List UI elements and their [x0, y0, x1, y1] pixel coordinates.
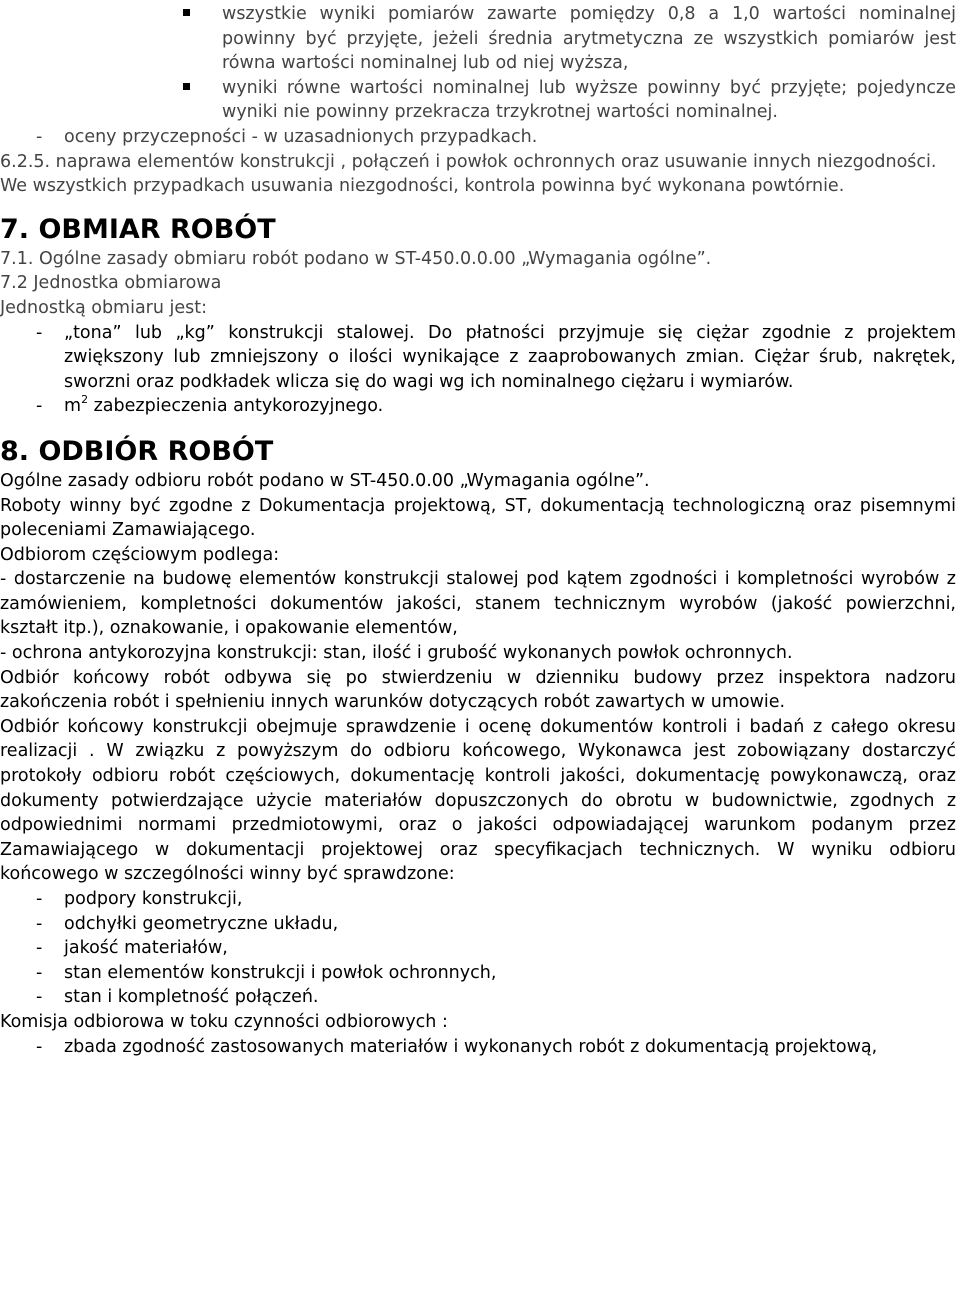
dash-marker: -	[36, 913, 43, 934]
dash-item	[0, 125, 956, 150]
list-item	[0, 961, 956, 986]
dash-marker: -	[36, 322, 43, 343]
list-item	[0, 936, 956, 961]
paragraph-6-2-5: 6.2.5. naprawa elementów konstrukcji , połączeń i powłok ochronnych oraz usuwanie innych niezgodności.	[0, 151, 937, 172]
list-item	[0, 912, 956, 937]
paragraph-7-2b: Jednostką obmiaru jest:	[0, 297, 208, 318]
list-item	[0, 887, 956, 912]
section-heading-8: 8. ODBIÓR ROBÓT	[0, 435, 274, 467]
paragraph: Ogólne zasady odbioru robót podano w ST-450.0.00 „Wymagania ogólne”.	[0, 470, 650, 491]
bullet-item	[0, 76, 956, 125]
dash-text: „tona” lub „kg” konstrukcji stalowej. Do płatności przyjmuje się ciężar zgodnie z projektem zwiększony lub zmniejszony o ilości wynikające z zaaprobowanych zmian. Ciężar śrub, nakrętek, sworzni oraz podkładek wlicza się do wagi wg ich nominalnego ciężaru i wymiarów.	[64, 322, 956, 392]
paragraph: Roboty winny być zgodne z Dokumentacja projektową, ST, dokumentacją technologiczną oraz pisemnymi poleceniami Zamawiającego.	[0, 495, 956, 541]
section-heading-7: 7. OBMIAR ROBÓT	[0, 213, 276, 245]
list-item	[0, 985, 956, 1010]
unit-text: zabezpieczenia antykorozyjnego.	[88, 396, 384, 417]
paragraph: Odbiorom częściowym podlega:	[0, 544, 280, 565]
dash-text: oceny przyczepności - w uzasadnionych przypadkach.	[64, 126, 538, 147]
bullet-item	[0, 2, 956, 76]
paragraph: Komisja odbiorowa w toku czynności odbiorowych :	[0, 1011, 448, 1032]
dash-item	[0, 321, 956, 395]
square-bullet-icon	[183, 9, 190, 16]
paragraph: Odbiór końcowy konstrukcji obejmuje sprawdzenie i ocenę dokumentów kontroli i badań z całego okresu realizacji . W związku z powyższym do odbioru końcowego, Wykonawca jest zobowiązany dostarczyć protokoły odbioru robót częściowych, dokumentację kontroli jakości, dokumentację powykonawczą, oraz dokumenty potwierdzające użycie materiałów dopuszczonych do obrotu w budownictwie, zgodnych z odpowiednimi normami przedmiotowymi, oraz o jakości odpowiadającej warunkom podanym przez Zamawiającego w dokumentacji projektowej oraz specyfikacjach technicznych. W wyniku odbioru końcowego w szczególności winny być sprawdzone:	[0, 716, 956, 885]
dash-marker: -	[36, 126, 43, 147]
dash-marker: -	[36, 962, 43, 983]
unit-m: m	[64, 396, 82, 417]
dash-marker: -	[36, 396, 43, 417]
bullet-text: wszystkie wyniki pomiarów zawarte pomiędzy 0,8 a 1,0 wartości nominalnej powinny być przyjęte, jeżeli średnia arytmetyczna ze wszystkich pomiarów jest równa wartości nominalnej lub od niej wyższa,	[222, 4, 956, 74]
list-item-text: zbada zgodność zastosowanych materiałów i wykonanych robót z dokumentacją projektową,	[64, 1036, 878, 1057]
list-item-text: podpory konstrukcji,	[64, 889, 243, 909]
dash-marker: -	[36, 987, 43, 1008]
square-bullet-icon	[183, 83, 190, 90]
dash-item	[0, 394, 956, 419]
paragraph-7-1: 7.1. Ogólne zasady obmiaru robót podano w ST-450.0.0.00 „Wymagania ogólne”.	[0, 248, 712, 269]
list-item-text: stan i kompletność połączeń.	[64, 987, 319, 1008]
document-page	[0, 2, 956, 1059]
list-item-text: stan elementów konstrukcji i powłok ochronnych,	[64, 962, 497, 983]
list-item	[0, 1035, 956, 1060]
paragraph: - dostarczenie na budowę elementów konstrukcji stalowej pod kątem zgodności i kompletności wyrobów z zamówieniem, kompletności dokumentów jakości, stanem technicznym wyrobów (jakość powierzchni, kształt itp.), oznakowanie, i opakowanie elementów,	[0, 569, 956, 639]
paragraph-6-2-5b: We wszystkich przypadkach usuwania niezgodności, kontrola powinna być wykonana powtórnie.	[0, 176, 845, 197]
dash-marker: -	[36, 938, 43, 959]
paragraph: Odbiór końcowy robót odbywa się po stwierdzeniu w dzienniku budowy przez inspektora nadzoru zakończenia robót i spełnieniu innych warunków dotyczących robót zawartych w umowie.	[0, 667, 956, 713]
dash-marker: -	[36, 1036, 43, 1057]
bullet-text: wyniki równe wartości nominalnej lub wyższe powinny być przyjęte; pojedyncze wyniki nie powinny przekracza trzykrotnej wartości nominalnej.	[222, 77, 956, 123]
list-item-text: odchyłki geometryczne układu,	[64, 913, 339, 934]
list-item-text: jakość materiałów,	[64, 938, 228, 959]
unit-superscript: 2	[81, 393, 89, 407]
paragraph: - ochrona antykorozyjna konstrukcji: stan, ilość i grubość wykonanych powłok ochronnych.	[0, 643, 793, 664]
paragraph-7-2: 7.2 Jednostka obmiarowa	[0, 273, 222, 294]
dash-marker: -	[36, 889, 43, 909]
